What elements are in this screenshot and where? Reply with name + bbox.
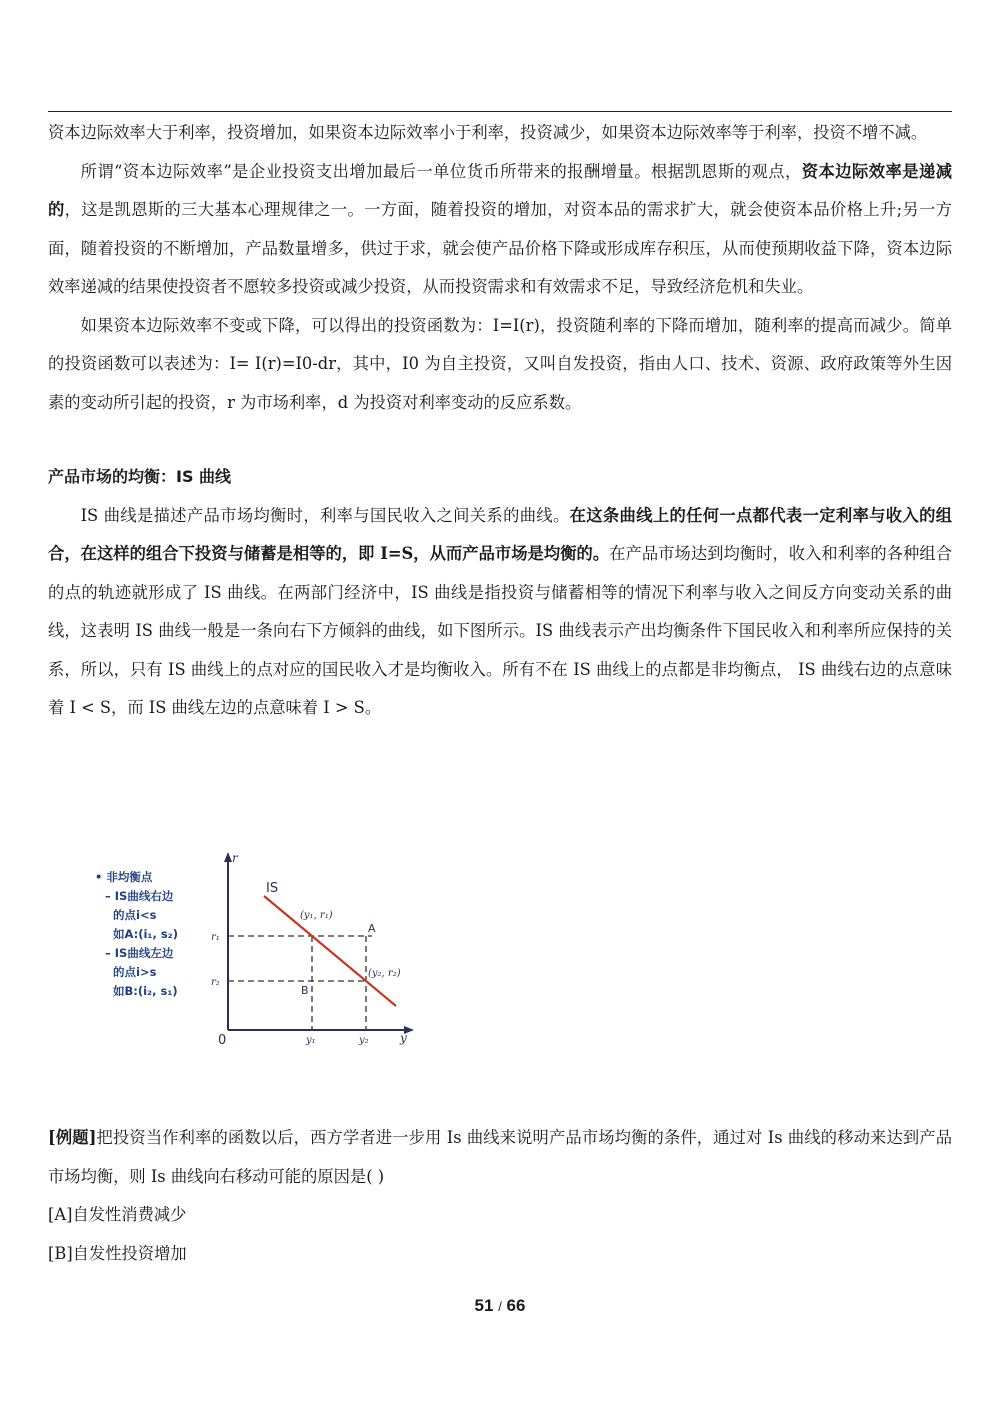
point-b-label: B xyxy=(301,984,309,997)
x-axis-label: y xyxy=(400,1031,407,1045)
header-rule xyxy=(48,111,952,112)
y-axis-label: r xyxy=(232,851,238,865)
page-separator: / xyxy=(498,1299,502,1314)
notes-left-line-3: 如B:(i₂, s₁) xyxy=(113,984,178,998)
paragraph-mec-comparison: 资本边际效率大于利率，投资增加，如果资本边际效率小于利率，投资减少，如果资本边际效率等于利率，投资不增不减。 xyxy=(48,123,928,142)
page-body xyxy=(48,114,952,728)
origin-label: 0 xyxy=(218,1033,227,1046)
bold-is-definition: 在这条曲线上的任何一点都代表一定利率与收入的组合，在这样的组合下投资与储蓄是相等的，即 I=S，从而产品市场是均衡的。 xyxy=(48,505,952,563)
paragraph-mec-definition: 所谓“资本边际效率”是企业投资支出增加最后一单位货币所带来的报酬增量。根据凯恩斯的观点，资本边际效率是递减的，这是凯恩斯的三大基本心理规律之一。一方面，随着投资的增加，对资本品的需求扩大，就会使资本品价格上升;另一方面，随着投资的不断增加，产品数量增多，供过于求，就会使产品价格下降或形成库存积压，从而使预期收益下降，资本边际效率递减的结果使投资者不愿较多投资或减少投资，从而投资需求和有效需求不足，导致经济危机和失业。 xyxy=(48,161,952,296)
example-option-b: [B]自发性投资增加 xyxy=(48,1243,187,1263)
notes-left-line-1: – IS曲线左边 xyxy=(105,946,174,960)
y2-tick-label: y₂ xyxy=(359,1035,369,1046)
example-option-a: [A]自发性消费减少 xyxy=(48,1205,187,1224)
y-axis-arrow xyxy=(224,852,232,862)
bold-mec-diminishing: 资本边际效率是递减的 xyxy=(48,161,952,219)
point-y1-r1-label: (y₁, r₁) xyxy=(300,910,333,921)
point-y2-r2-label: (y₂, r₂) xyxy=(368,968,401,979)
example-question-text: [例题]把投资当作利率的函数以后，西方学者进一步用 Is 曲线来说明产品市场均衡的条件，通过对 Is 曲线的移动来达到产品市场均衡，则 Is 曲线向右移动可能的原因是( ) xyxy=(48,1128,952,1186)
is-curve-label: IS xyxy=(266,881,279,896)
section-heading-is-curve: 产品市场的均衡：IS 曲线 xyxy=(48,467,232,486)
notes-right-line-1: – IS曲线右边 xyxy=(105,889,174,903)
page-current: 51 xyxy=(474,1296,494,1315)
non-equilibrium-notes xyxy=(95,868,225,1001)
notes-right-line-2: 的点i<s xyxy=(113,908,157,922)
y1-tick-label: y₁ xyxy=(306,1035,316,1046)
point-a-label: A xyxy=(368,922,376,935)
page-total: 66 xyxy=(506,1296,526,1315)
r1-tick-label: r₁ xyxy=(211,932,220,943)
notes-left-line-2: 的点i>s xyxy=(113,965,157,979)
notes-title: • 非均衡点 xyxy=(95,870,153,884)
paragraph-investment-function: 如果资本边际效率不变或下降，可以得出的投资函数为：I=I(r)，投资随利率的下降而增加，随利率的提高而减少。简单的投资函数可以表述为：I= I(r)=I0-dr，其中，I0 为自主投资，又叫自发投资，指由人口、技术、资源、政府政策等外生因素的变动所引起的投资，r 为市场利率，d 为投资对利率变动的反应系数。 xyxy=(48,315,952,412)
notes-right-line-3: 如A:(i₁, s₂) xyxy=(113,927,178,941)
example-tag: [例题] xyxy=(48,1128,97,1147)
page-number xyxy=(0,1296,1000,1316)
r2-tick-label: r₂ xyxy=(211,977,220,988)
paragraph-is-curve: IS 曲线是描述产品市场均衡时，利率与国民收入之间关系的曲线。在这条曲线上的任何一点都代表一定利率与收入的组合，在这样的组合下投资与储蓄是相等的，即 I=S，从而产品市场是均衡的。在产品市场达到均衡时，收入和利率的各种组合的点的轨迹就形成了 IS 曲线。在两部门经济中，IS 曲线是指投资与储蓄相等的情况下利率与收入之间反方向变动关系的曲线，这表明 IS 曲线一般是一条向右下方倾斜的曲线，如下图所示。IS 曲线表示产出均衡条件下国民收入和利率所应保持的关系，所以，只有 IS 曲线上的点对应的国民收入才是均衡收入。所有不在 IS 曲线上的点都是非均衡点， IS 曲线右边的点意味着 I < S，而 IS 曲线左边的点意味着 I > S。 xyxy=(48,505,952,717)
example-question xyxy=(48,1119,952,1273)
